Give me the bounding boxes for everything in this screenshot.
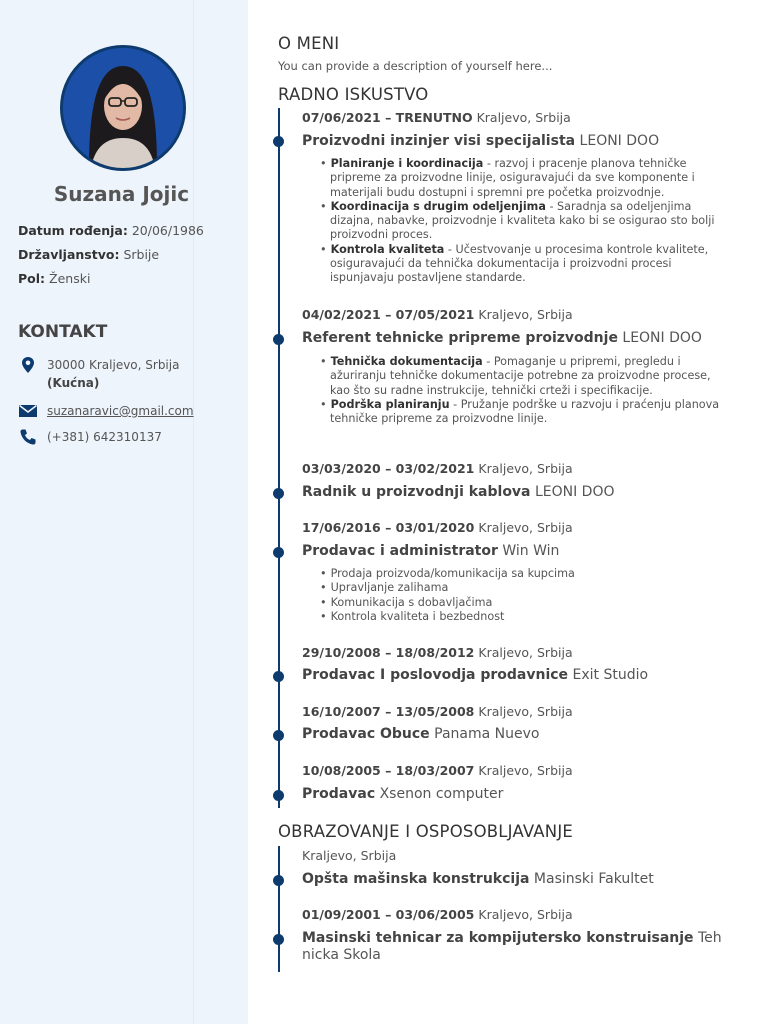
bullet-text: Upravljanje zalihama [330, 581, 449, 595]
job-date-range: 10/08/2005 – 18/03/2007 [302, 763, 475, 778]
edu-date [302, 907, 573, 922]
job-company: LEONI DOO [534, 484, 615, 500]
profile-photo [60, 45, 186, 171]
job-role: Prodavac I poslovodja prodavnice [302, 667, 569, 683]
timeline-dot [273, 671, 284, 682]
job-role: Prodavac i administrator [302, 543, 498, 559]
profile-name: Suzana Jojic [53, 182, 190, 206]
bullet-text: - razvoj i pracenje planova tehničke pripreme za proizvodne linije, osiguravajući da sve komponente i materijali budu dostupni i spremni pre početka proizvodnje. [330, 157, 695, 199]
edu-date [302, 848, 396, 863]
edu-role: Masinski tehnicar za kompijutersko konstruisanje [302, 930, 694, 946]
list-item [312, 243, 732, 286]
job-role: Prodavac Obuce [302, 726, 430, 742]
job-title [302, 330, 742, 347]
list-item [312, 398, 732, 427]
phone-icon [18, 428, 38, 446]
job-title [302, 786, 742, 803]
edu-role: Opšta mašinska konstrukcija [302, 871, 530, 887]
timeline-dot [273, 334, 284, 345]
about-title: O MENI [278, 34, 340, 53]
bullet-bold: Planiranje i koordinacija [330, 157, 484, 170]
gender-label: Pol: [18, 271, 46, 286]
address-type: (Kućna) [47, 376, 100, 390]
job-date [302, 307, 573, 322]
gender-value: Ženski [49, 271, 91, 286]
edu-title [302, 871, 742, 888]
job-location: Kraljevo, Srbija [478, 645, 573, 660]
job-company: Xsenon computer [379, 786, 504, 802]
list-item [312, 596, 732, 610]
job-date-range: 03/03/2020 – 03/02/2021 [302, 461, 475, 476]
address-text: 30000 Kraljevo, Srbija [47, 358, 180, 372]
job-location: Kraljevo, Srbija [478, 307, 573, 322]
bullet-text: - Pružanje podrške u razvoju i praćenju planova tehničke pripreme za proizvodne linije. [330, 397, 720, 426]
about-text: You can provide a description of yourself here... [278, 59, 553, 73]
bullet-bold: Koordinacija s drugim odeljenjima [330, 199, 546, 213]
edu-title [302, 930, 732, 964]
birth-label: Datum rođenja: [18, 223, 128, 238]
timeline-dot [273, 875, 284, 886]
job-date [302, 763, 573, 778]
list-item [312, 581, 732, 595]
edu-date-range: 01/09/2001 – 03/06/2005 [302, 907, 475, 922]
job-location: Kraljevo, Srbija [478, 763, 573, 778]
gender [18, 271, 90, 286]
job-company: LEONI DOO [579, 133, 660, 149]
citizenship-value: Srbije [123, 247, 160, 262]
sidebar-divider [193, 0, 194, 1024]
list-item [312, 157, 732, 200]
job-date [302, 110, 571, 125]
contact-title: KONTAKT [18, 322, 108, 342]
job-date-range: 16/10/2007 – 13/05/2008 [302, 704, 475, 719]
job-company: LEONI DOO [622, 330, 702, 346]
job-company: Exit Studio [572, 667, 649, 683]
job-date-range: 07/06/2021 – TRENUTNO [302, 110, 473, 125]
citizenship-label: Državljanstvo: [18, 247, 120, 262]
edu-school: Teh nicka Skola [302, 930, 722, 963]
job-location: Kraljevo, Srbija [478, 520, 573, 535]
timeline-dot [273, 934, 284, 945]
timeline-dot [273, 547, 284, 558]
citizenship [18, 247, 159, 262]
bullet-text: - Učestvovanje u procesima kontrole kvalitete, osiguravajući da tehnička dokumentacija i proizvodni procesi ispunjavaju postavljene standarde. [330, 242, 709, 285]
job-date [302, 520, 573, 535]
email-icon [18, 402, 38, 420]
location-pin-icon [18, 356, 38, 374]
timeline-dot [273, 488, 284, 499]
job-date [302, 461, 573, 476]
job-title [302, 133, 742, 150]
job-bullets [312, 567, 732, 624]
timeline-dot [273, 790, 284, 801]
job-role: Referent tehnicke pripreme proizvodnje [302, 330, 618, 346]
bullet-bold: Tehnička dokumentacija [330, 355, 483, 368]
bullet-bold: Podrška planiranju [330, 397, 450, 411]
edu-location: Kraljevo, Srbija [478, 907, 573, 922]
job-title [302, 543, 742, 560]
education-title: OBRAZOVANJE I OSPOSOBLJAVANJE [278, 822, 574, 841]
phone-text: (+381) 642310137 [47, 430, 162, 444]
job-role: Proizvodni inzinjer visi specijalista [302, 133, 576, 149]
birth-date [18, 223, 204, 238]
bullet-text: - Pomaganje u pripremi, pregledu i ažuriranju tehničke dokumentacije potrebne za proizvodne procese, kao što su radne instrukcije, tehnički crteži i specifikacije. [330, 355, 711, 397]
list-item [312, 200, 732, 243]
job-date-range: 17/06/2016 – 03/01/2020 [302, 520, 475, 535]
timeline-dot [273, 730, 284, 741]
timeline-dot [273, 136, 284, 147]
bullet-text: Prodaja proizvoda/komunikacija sa kupcima [330, 567, 575, 580]
job-date-range: 04/02/2021 – 07/05/2021 [302, 307, 475, 322]
job-bullets [312, 157, 732, 286]
email-link[interactable]: suzanaravic@gmail.com [47, 404, 194, 418]
job-location: Kraljevo, Srbija [478, 704, 573, 719]
job-date-range: 29/10/2008 – 18/08/2012 [302, 645, 475, 660]
list-item [312, 610, 732, 624]
bullet-text: Komunikacija s dobavljačima [330, 595, 493, 609]
job-date [302, 704, 573, 719]
list-item [312, 355, 732, 398]
job-location: Kraljevo, Srbija [476, 110, 571, 125]
job-bullets [312, 355, 732, 426]
job-location: Kraljevo, Srbija [478, 461, 573, 476]
edu-location: Kraljevo, Srbija [302, 848, 397, 863]
job-company: Win Win [502, 543, 560, 559]
edu-school: Masinski Fakultet [533, 871, 654, 887]
job-title [302, 667, 742, 684]
job-date [302, 645, 573, 660]
bullet-bold: Kontrola kvaliteta [330, 242, 445, 256]
bullet-text: - Saradnja sa odeljenjima dizajna, nabavke, proizvodnje i kvaliteta kako bi se osigurao sto bolji proizvodni proces. [330, 199, 715, 242]
birth-value: 20/06/1986 [131, 223, 204, 238]
job-title [302, 484, 742, 501]
job-title [302, 726, 742, 743]
experience-timeline [278, 108, 280, 808]
job-role: Radnik u proizvodnji kablova [302, 484, 531, 500]
education-timeline [278, 846, 280, 972]
bullet-text: Kontrola kvaliteta i bezbednost [330, 609, 505, 623]
experience-title: RADNO ISKUSTVO [278, 85, 429, 104]
job-company: Panama Nuevo [434, 726, 540, 742]
job-role: Prodavac [302, 786, 376, 802]
list-item [312, 567, 732, 581]
